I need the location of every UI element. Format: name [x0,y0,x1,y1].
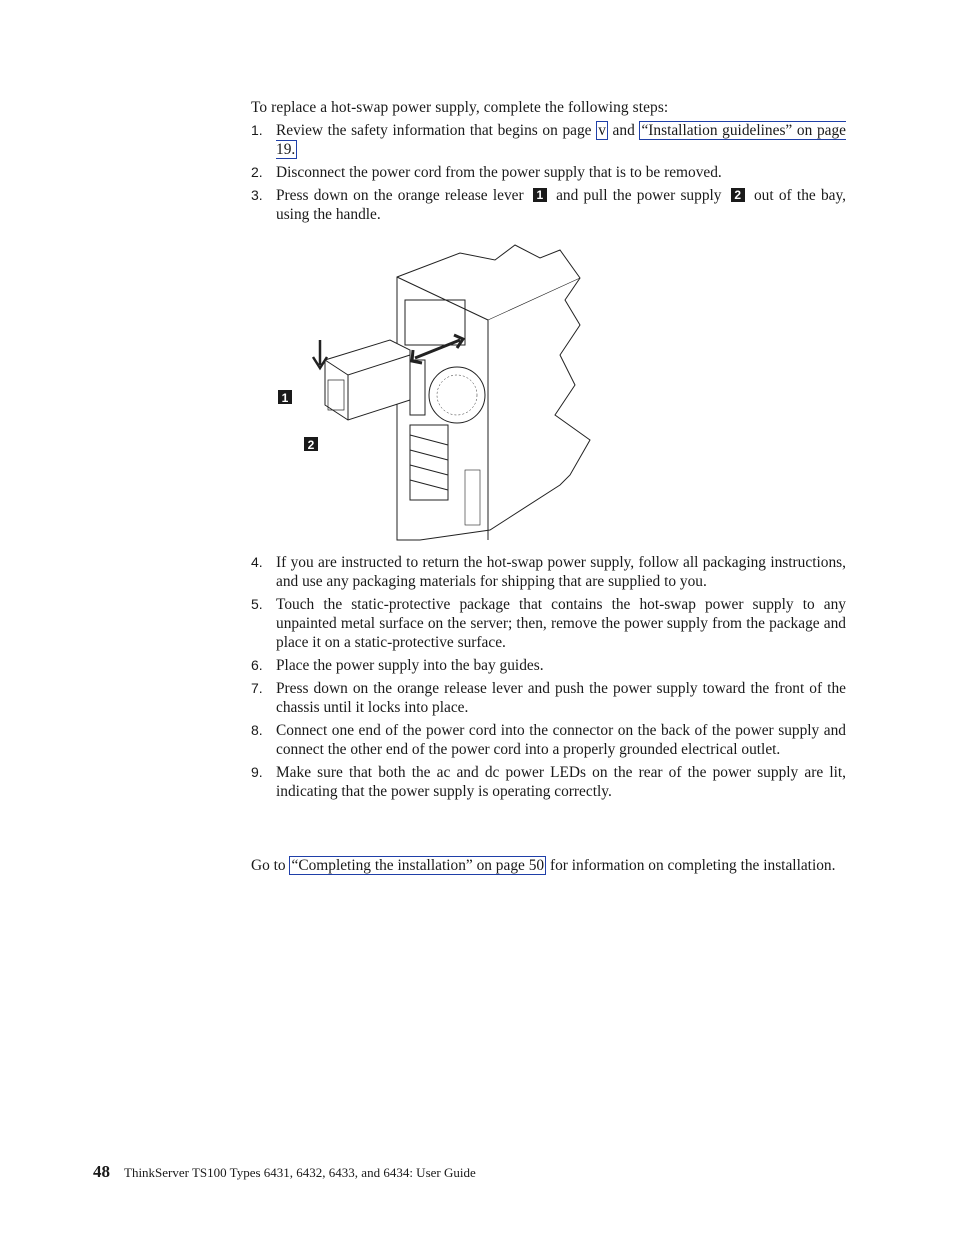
step-text: Touch the static-protective package that contains the hot-swap power supply to any unpainted metal surface on the server; then, remove the power supply from the package and place it on a static-protective surface. [276,596,846,651]
completion-paragraph [251,856,836,875]
completing-installation-link[interactable]: “Completing the installation” on page 50 [291,857,545,874]
step-9 [251,763,846,801]
installation-guidelines-link[interactable]: “Installation guidelines” on page 19. [276,122,847,158]
goto-text: for information on completing the installation. [546,857,836,874]
step-1 [251,121,846,159]
step-4 [251,553,846,591]
step-number: 1. [251,122,263,138]
step-text: and pull the power supply [550,187,727,204]
step-text: Press down on the orange release lever and push the power supply toward the front of the chassis until it locks into place. [276,680,846,716]
step-6 [251,656,846,675]
intro-paragraph: To replace a hot-swap power supply, complete the following steps: [251,99,669,116]
step-3 [251,186,846,224]
step-7 [251,679,846,717]
figure-callout-1: 1 [281,391,289,405]
step-number: 6. [251,657,263,673]
figure-callout-2: 2 [307,438,315,452]
goto-text: Go to [251,857,290,874]
page-v-link[interactable]: v [598,122,606,139]
step-text: Place the power supply into the bay guides. [276,657,544,674]
footer-title: ThinkServer TS100 Types 6431, 6432, 6433, and 6434: User Guide [124,1165,476,1180]
step-8 [251,721,846,759]
step-text: Connect one end of the power cord into the connector on the back of the power supply and connect the other end of the power cord into a properly grounded electrical outlet. [276,722,846,758]
step-number: 5. [251,596,263,612]
step-text: and [607,122,640,139]
step-2 [251,163,846,182]
step-number: 3. [251,187,263,203]
step-text: Review the safety information that begins on page [276,122,597,139]
callout-2-badge: 2 [731,188,745,202]
step-text: If you are instructed to return the hot-swap power supply, follow all packaging instructions, and use any packaging materials for shipping that are supplied to you. [276,554,846,590]
step-number: 9. [251,764,263,780]
callout-1-badge: 1 [533,188,547,202]
step-text: Press down on the orange release lever [276,187,529,204]
power-supply-removal-illustration [270,240,620,545]
step-text: out of the bay, using the handle. [276,187,847,223]
step-text: Make sure that both the ac and dc power LEDs on the rear of the power supply are lit, indicating that the power supply is operating correctly. [276,764,846,800]
page-footer [93,1162,476,1182]
step-number: 8. [251,722,263,738]
steps-list-first [251,121,846,228]
page-number: 48 [93,1162,110,1181]
step-number: 7. [251,680,263,696]
step-number: 2. [251,164,263,180]
step-5 [251,595,846,652]
steps-list-second [251,553,846,805]
step-text: Disconnect the power cord from the power supply that is to be removed. [276,164,722,181]
step-number: 4. [251,554,263,570]
